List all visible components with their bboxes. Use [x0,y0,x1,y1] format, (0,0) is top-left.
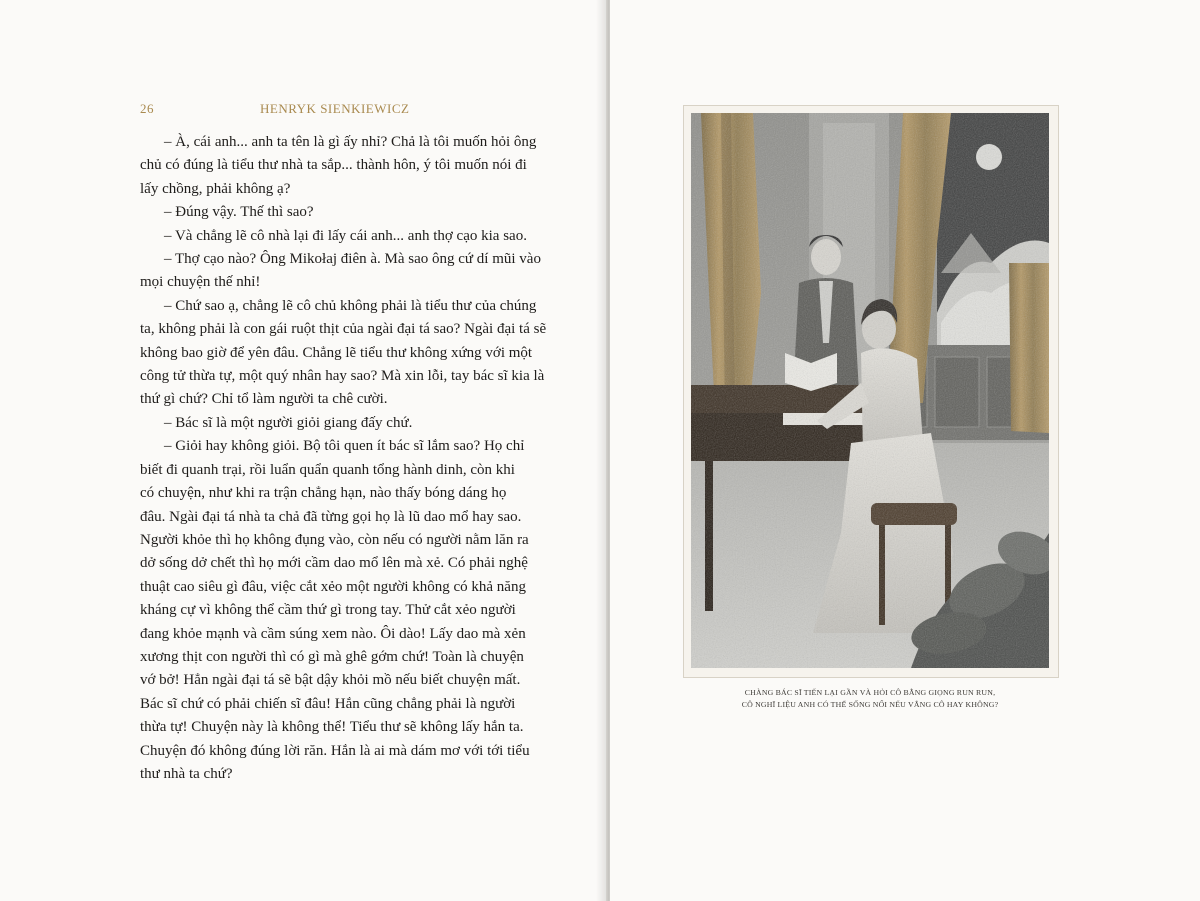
text-line: Bác sĩ chứ có phải chiến sĩ đâu! Hắn cũng chẳng phải là người [140,695,516,712]
text-line: đâu. Ngài đại tá nhà ta chả đã từng gọi họ là lũ dao mổ hay sao. [140,508,522,525]
text-line: chủ có đúng là tiểu thư nhà ta sắp... thành hôn, ý tôi muốn nói đi [140,157,527,174]
text-line: – Và chẳng lẽ cô nhà lại đi lấy cái anh... anh thợ cạo kia sao. [164,227,527,244]
illustration-caption [683,687,1057,711]
text-line: kháng cự vì không thể cầm thứ gì trong tay. Thử cắt xẻo người [140,602,516,619]
text-line: công tử thừa tự, một quý nhân hay sao? Mà xin lỗi, tay bác sĩ kia là [140,368,545,385]
text-line: thuật cao siêu gì đâu, việc cắt xẻo một người không có khả năng [140,578,526,595]
text-line: đang khỏe mạnh và cầm súng xem nào. Ôi dào! Lấy dao mà xẻn [140,625,526,642]
text-line: lấy chồng, phải không ạ? [140,180,291,197]
body-text [140,131,558,786]
text-line: – À, cái anh... anh ta tên là gì ấy nhỉ? Chả là tôi muốn hỏi ông [164,134,537,150]
text-line: dở sống dở chết thì họ mới cầm dao mổ lên mà xẻ. Có phải nghệ [140,555,528,572]
text-line: có chuyện, như khi ra trận chẳng hạn, nào thấy bóng dáng họ [140,485,507,502]
text-line: Chuyện đó không đúng lời răn. Hắn là ai mà dám mơ với tới tiểu [140,742,530,759]
caption-line: CÔ NGHĨ LIỆU ANH CÓ THỂ SỐNG NỔI NẾU VẮNG CÔ HAY KHÔNG? [741,700,999,709]
text-line: vớ bở! Hẳn ngài đại tá sẽ bật dậy khỏi mồ nếu biết chuyện mất. [140,672,521,689]
text-line: – Thợ cạo nào? Ông Mikołaj điên à. Mà sao ông cứ dí mũi vào [164,251,541,268]
page-number: 26 [140,101,154,116]
text-line: biết đi quanh trại, rồi luẩn quẩn quanh tổng hành dinh, còn khi [140,461,515,478]
text-line: – Đúng vậy. Thế thì sao? [164,204,314,221]
caption-line: CHÀNG BÁC SĨ TIẾN LẠI GẦN VÀ HỎI CÔ BẰNG GIỌNG RUN RUN, [744,688,996,697]
text-line: thứ gì chứ? Chỉ tổ làm người ta chê cười. [140,391,388,408]
text-line: Người khỏe thì họ không đụng vào, còn nếu có người nằm lăn ra [140,531,529,548]
text-line: – Chứ sao ạ, chẳng lẽ cô chủ không phải là tiểu thư của chúng [164,297,537,314]
text-line: xương thịt con người thì có gì mà ghê gớm chứ! Toàn là chuyện [140,648,524,665]
illustration-frame [683,105,1059,678]
text-line: ta, không phải là con gái ruột thịt của ngài đại tá sao? Ngài đại tá sẽ [140,321,547,338]
text-line: thư nhà ta chứ? [140,765,233,782]
text-line: mọi chuyện thế nhỉ! [140,274,261,291]
text-line: – Bác sĩ là một người giỏi giang đấy chứ. [164,414,413,431]
text-line: không bao giờ để yên đâu. Chẳng lẽ tiểu thư không xứng với một [140,344,533,361]
text-line: thừa tự! Chuyện này là không thể! Tiểu thư sẽ không lấy hắn ta. [140,719,524,736]
illustration-piano-scene [691,113,1049,668]
illustration-image [691,113,1049,668]
text-line: – Giỏi hay không giỏi. Bộ tôi quen ít bác sĩ lắm sao? Họ chỉ [164,438,525,455]
running-head [140,101,540,121]
author-name: HENRYK SIENKIEWICZ [260,101,410,116]
